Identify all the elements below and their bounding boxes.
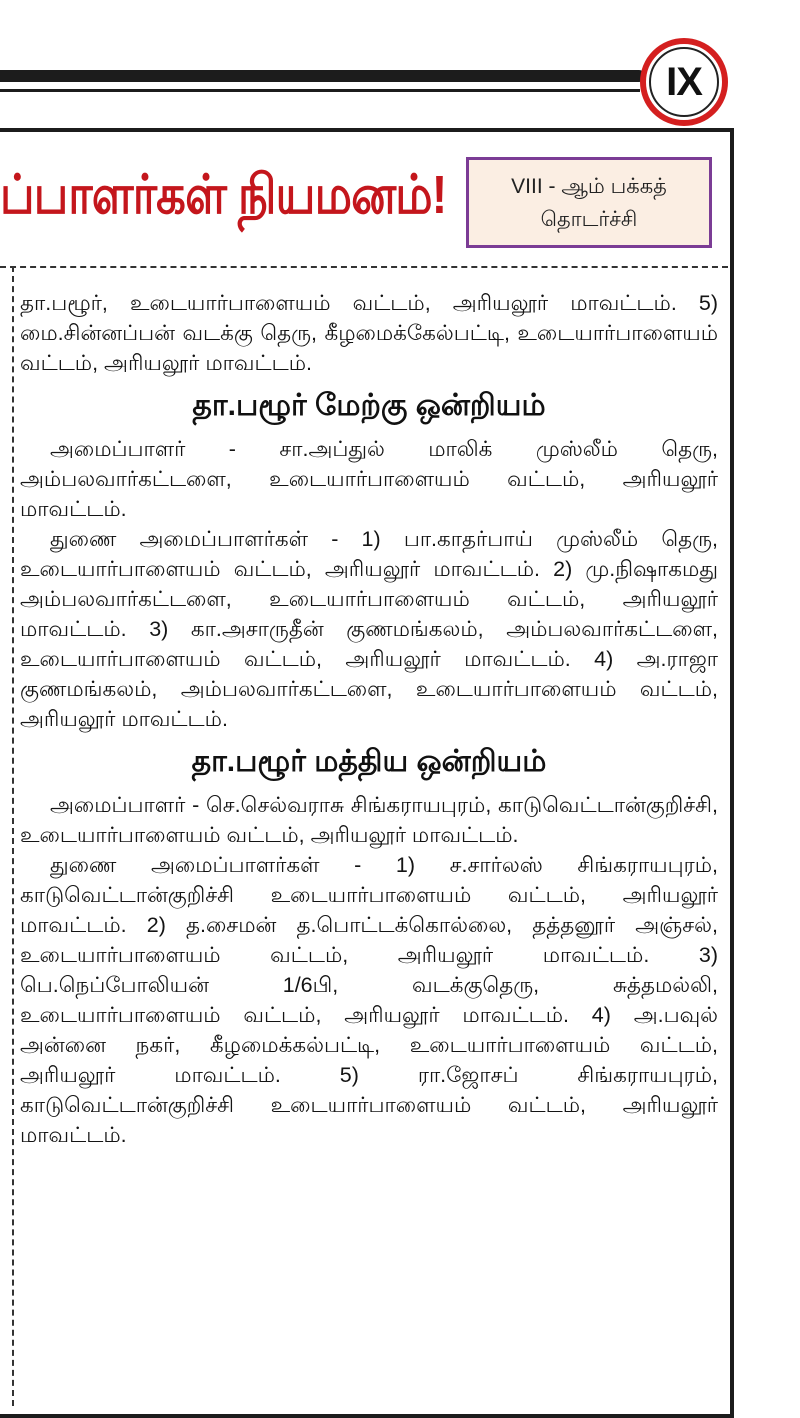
deputies-paragraph: துணை அமைப்பாளர்கள் - 1) பா.காதர்பாய் முஸ்லீம் தெரு, உடையார்பாளையம் வட்டம், அரியலூர் மாவட்டம். 2) மு.நிஷாகமது அம்பலவார்கட்டளை, உடையார்பாளையம் வட்டம், அரியலூர் மாவட்டம். 3) கா.அசாருதீன் குணமங்கலம், அம்பலவார்கட்டளை, உடையார்பாளையம் வட்டம், அரியலூர் மாவட்டம். 4) அ.ராஜா குணமங்கலம், அம்பலவார்கட்டளை, உடையார்பாளையம் வட்டம், அரியலூர் மாவட்டம். bbox=[20, 527, 718, 731]
organizer-paragraph: அமைப்பாளர் - சா.அப்துல் மாலிக் முஸ்லீம் தெரு, அம்பலவார்கட்டளை, உடையார்பாளையம் வட்டம், அரியலூர் மாவட்டம். bbox=[20, 437, 718, 521]
dashed-divider-vertical bbox=[12, 266, 14, 1406]
page-number: IX bbox=[649, 47, 719, 117]
continued-from-box bbox=[466, 157, 712, 248]
top-rule-thin bbox=[0, 89, 640, 92]
headline bbox=[0, 150, 460, 240]
section-title-central-union: தா.பழூர் மத்திய ஒன்றியம் bbox=[191, 745, 547, 778]
section-title-west-union: தா.பழூர் மேற்கு ஒன்றியம் bbox=[192, 389, 546, 422]
organizer-paragraph: அமைப்பாளர் - செ.செல்வராசு சிங்கராயபுரம், காடுவெட்டான்குறிச்சி, உடையார்பாளையம் வட்டம், அரியலூர் மாவட்டம். bbox=[20, 793, 718, 847]
dashed-divider-horizontal bbox=[0, 266, 728, 268]
headline-text: ப்பாளர்கள் நியமனம்! bbox=[0, 165, 447, 225]
top-rule bbox=[0, 70, 645, 82]
continued-line-2: தொடர்ச்சி bbox=[540, 207, 638, 231]
page-number-badge bbox=[640, 38, 728, 126]
deputies-paragraph: துணை அமைப்பாளர்கள் - 1) ச.சார்லஸ் சிங்கராயபுரம், காடுவெட்டான்குறிச்சி உடையார்பாளையம் வட்டம், அரியலூர் மாவட்டம். 2) த.சைமன் த.பொட்டக்கொல்லை, தத்தனூர் அஞ்சல், உடையார்பாளையம் வட்டம், அரியலூர் மாவட்டம். 3) பெ.நெப்போலியன் 1/6பி, வடக்குதெரு, சுத்தமல்லி, உடையார்பாளையம் வட்டம், அரியலூர் மாவட்டம். 4) அ.பவுல் அன்னை நகர், கீழமைக்கல்பட்டி, உடையார்பாளையம் வட்டம், அரியலூர் மாவட்டம். 5) ரா.ஜோசப் சிங்கராயபுரம், காடுவெட்டான்குறிச்சி உடையார்பாளையம் வட்டம், அரியலூர் மாவட்டம். bbox=[20, 853, 718, 1147]
continued-line-1: VIII - ஆம் பக்கத் bbox=[511, 174, 667, 198]
article-body bbox=[20, 288, 718, 1150]
intro-paragraph: தா.பழூர், உடையார்பாளையம் வட்டம், அரியலூர் மாவட்டம். 5) மை.சின்னப்பன் வடக்கு தெரு, கீழமைக்கேல்பட்டி, உடையார்பாளையம் வட்டம், அரியலூர் மாவட்டம். bbox=[20, 291, 718, 375]
